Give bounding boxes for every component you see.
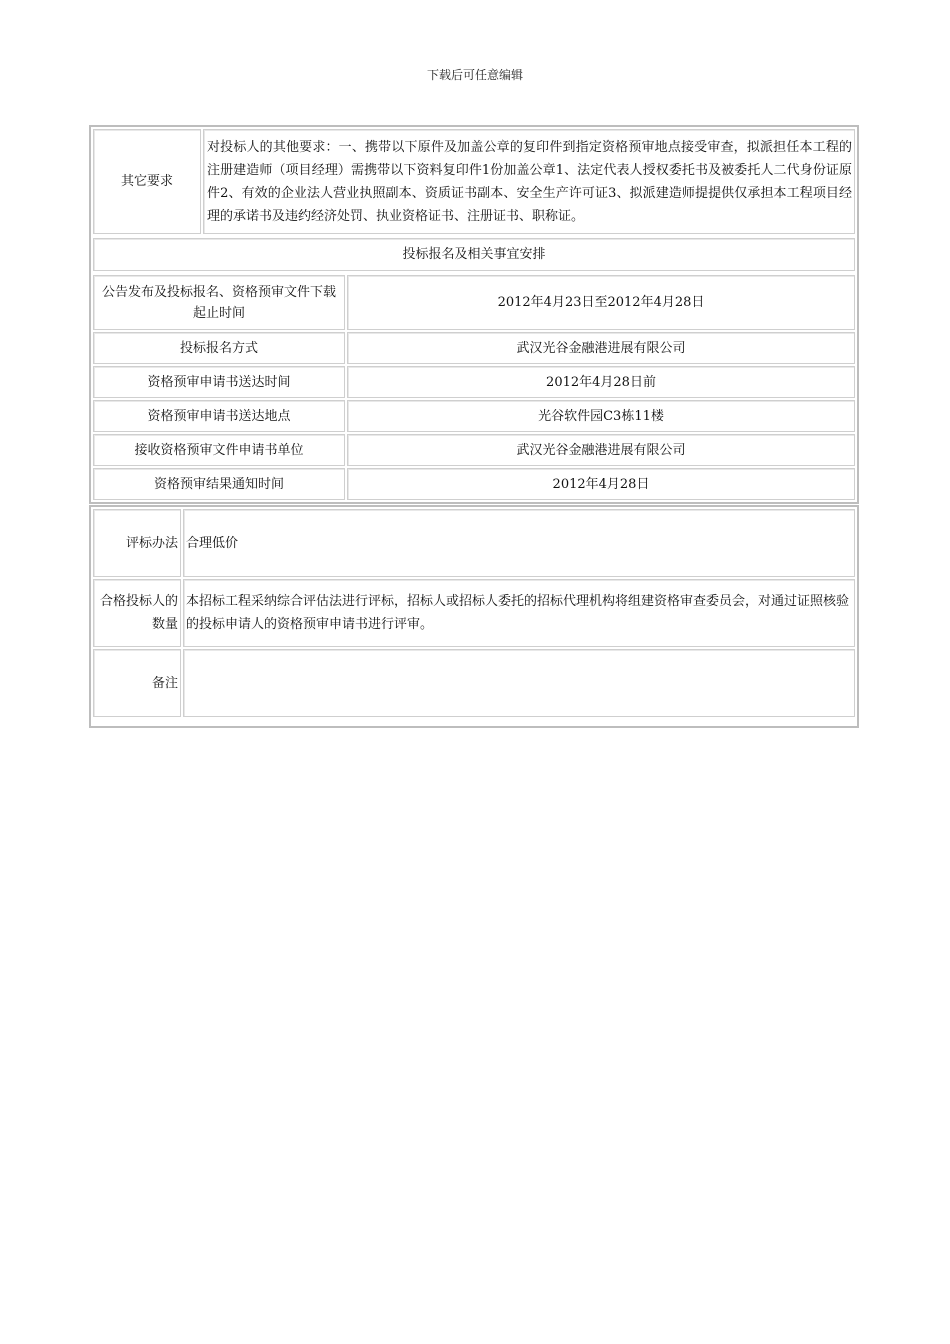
row-value-receiving-unit: 武汉光谷金融港进展有限公司 — [347, 434, 855, 466]
page-header-note: 下载后可任意编辑 — [426, 68, 523, 82]
table-row — [93, 400, 855, 432]
row-value-remarks — [183, 649, 855, 717]
requirements-label: 其它要求 — [93, 129, 201, 234]
row-value-submission-time: 2012年4月28日前 — [347, 366, 855, 398]
row-value-submission-location: 光谷软件园C3栋11楼 — [347, 400, 855, 432]
table-row — [93, 579, 855, 647]
table-row — [93, 332, 855, 364]
section-title: 投标报名及相关事宜安排 — [93, 238, 855, 271]
row-label-submission-location: 资格预审申请书送达地点 — [93, 400, 345, 432]
table-row — [93, 509, 855, 577]
table-row — [93, 649, 855, 717]
row-label-registration-method: 投标报名方式 — [93, 332, 345, 364]
row-value-evaluation-method: 合理低价 — [183, 509, 855, 577]
row-label-receiving-unit: 接收资格预审文件申请书单位 — [93, 434, 345, 466]
evaluation-table — [89, 505, 859, 728]
table-row — [93, 275, 855, 330]
row-label-announcement-period: 公告发布及投标报名、资格预审文件下载起止时间 — [93, 275, 345, 330]
row-label-submission-time: 资格预审申请书送达时间 — [93, 366, 345, 398]
row-label-evaluation-method: 评标办法 — [93, 509, 181, 577]
requirements-text: 对投标人的其他要求：一、携带以下原件及加盖公章的复印件到指定资格预审地点接受审查，拟派担任本工程的注册建造师（项目经理）需携带以下资料复印件1份加盖公章1、法定代表人授权委托书及被委托人二代身份证原件2、有效的企业法人营业执照副本、资质证书副本、安全生产许可证3、拟派建造师提提供仅承担本工程项目经理的承诺书及违约经济处罚、执业资格证书、注册证书、职称证。 — [203, 129, 855, 234]
table-row — [93, 129, 855, 234]
row-value-qualified-bidders: 本招标工程采纳综合评估法进行评标，招标人或招标人委托的招标代理机构将组建资格审查委员会，对通过证照核验的投标申请人的资格预审申请书进行评审。 — [183, 579, 855, 647]
row-value-announcement-period: 2012年4月23日至2012年4月28日 — [347, 275, 855, 330]
table-row — [93, 366, 855, 398]
row-label-remarks: 备注 — [93, 649, 181, 717]
row-value-registration-method: 武汉光谷金融港进展有限公司 — [347, 332, 855, 364]
table-row — [93, 434, 855, 466]
row-value-result-notice-time: 2012年4月28日 — [347, 468, 855, 500]
table-row — [93, 238, 855, 271]
table-row — [93, 468, 855, 500]
registration-table — [89, 125, 859, 504]
row-label-result-notice-time: 资格预审结果通知时间 — [93, 468, 345, 500]
row-label-qualified-bidders: 合格投标人的数量 — [93, 579, 181, 647]
